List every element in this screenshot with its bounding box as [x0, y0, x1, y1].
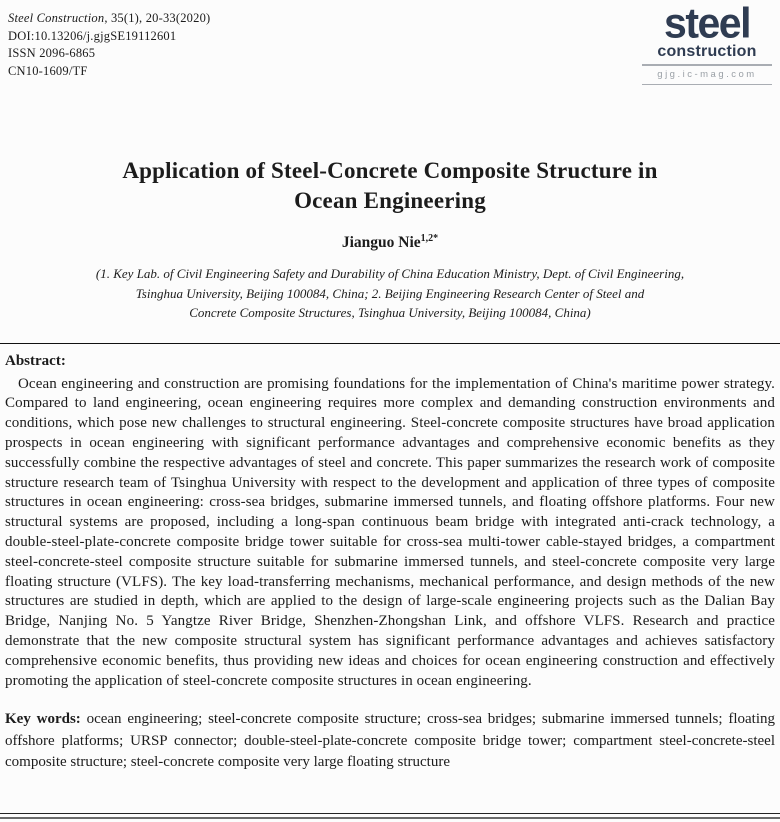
author-name: Jianguo Nie [341, 234, 421, 252]
journal-citation-line [8, 10, 210, 28]
affiliation-line-3: Concrete Composite Structures, Tsinghua University, Beijing 100084, China) [189, 305, 591, 321]
issn-line: ISSN 2096-6865 [8, 46, 96, 60]
publication-info [8, 10, 210, 80]
logo-wordmark-steel: steel [664, 0, 750, 48]
journal-logo [640, 0, 774, 88]
journal-issue-ref: , 35(1), 20-33(2020) [104, 11, 211, 25]
keywords-label: Key words: [5, 711, 81, 728]
journal-title: Steel Construction [8, 11, 105, 25]
masthead [0, 0, 780, 132]
cn-line: CN10-1609/TF [8, 63, 88, 78]
author-line [0, 233, 780, 252]
abstract-top-rule [0, 343, 780, 344]
affiliation-block [0, 264, 780, 323]
logo-wordmark-construction: construction [657, 43, 757, 60]
keywords-text: ocean engineering; steel-concrete composite structure; cross-sea bridges; submarine immersed tunnels; floating offshore platforms; URSP connector; double-steel-plate-concrete composite bridge tower; compartment steel-concrete-steel composite structure; steel-concrete composite very large floating structure [5, 711, 775, 771]
footer-rule-thick [0, 817, 780, 819]
logo-divider-top [642, 64, 772, 66]
title-line-1: Application of Steel-Concrete Composite Structure in [122, 158, 658, 183]
logo-url: gjg.ic-mag.com [657, 69, 757, 80]
abstract-label: Abstract: [5, 352, 66, 369]
affiliation-line-2: Tsinghua University, Beijing 100084, China; 2. Beijing Engineering Research Center of Steel and [135, 285, 645, 301]
doi-line: DOI:10.13206/j.gjgSE19112601 [8, 28, 177, 43]
footer-rule-thin [0, 813, 780, 814]
logo-divider-bottom [642, 84, 772, 85]
affiliation-line-1: (1. Key Lab. of Civil Engineering Safety and Durability of China Education Ministry, Dept. of Civil Engineering, [95, 266, 685, 282]
keywords-paragraph [5, 709, 775, 774]
author-affiliation-marker: 1,2* [420, 233, 439, 244]
abstract-text: Ocean engineering and construction are promising foundations for the implementation of China's maritime power strategy. Compared to land engineering, ocean engineering requires more complex and demanding construction environments and conditions, which pose new challenges to structural engineering. Steel-concrete composite structures have broad application prospects in ocean engineering with significant performance advantages and comprehensive economic benefits as they successfully combine the respective advantages of steel and concrete. This paper summarizes the research work of composite structure research team of Tsinghua University with respect to the development and application of three types of composite structures in ocean engineering: cross-sea bridges, submarine immersed tunnels, and floating offshore platforms. Four new structural systems are proposed, including a long-span continuous beam bridge with integrated anti-crack technology, a double-steel-plate-concrete composite bridge tower suitable for cross-sea multi-tower cable-stayed bridges, a compartment steel-concrete-steel composite structure suitable for submarine immersed tunnels, and steel-concrete composite very large floating structure (VLFS). The key load-transferring mechanisms, mechanical performance, and design methods of the new structures are studied in depth, which are applied to the design of large-scale engineering projects such as the Dalian Bay Bridge, Nanjing No. 5 Yangtze River Bridge, Shenzhen-Zhongshan Link, and offshore VLFS. Research and practice demonstrate that the new composite structural system has significant performance advantages and achieves satisfactory comprehensive economic benefits, thus providing new ideas and choices for ocean engineering construction and effectively promoting the application of steel-concrete composite structures in ocean engineering. [5, 375, 775, 689]
title-line-2: Ocean Engineering [294, 188, 486, 213]
footer-rules [0, 813, 780, 819]
article-title [0, 156, 780, 216]
